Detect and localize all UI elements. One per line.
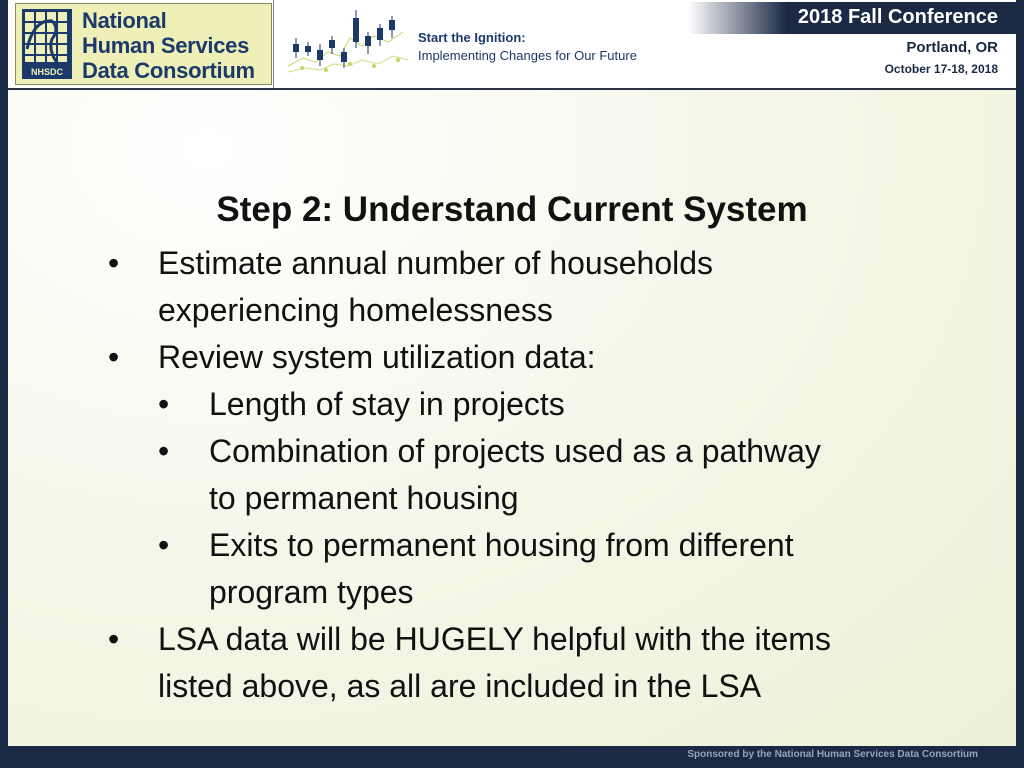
subbullet-3-line-1: • Exits to permanent housing from different — [8, 522, 1016, 569]
conference-theme — [418, 29, 637, 65]
svg-text:NHSDC: NHSDC — [30, 67, 64, 77]
subbullet-1-line-1: • Length of stay in projects — [8, 381, 1016, 428]
footer-bar — [0, 746, 1024, 768]
bullet-dot-icon: • — [158, 386, 170, 422]
bullet-1-line-2: experiencing homelessness — [158, 292, 553, 328]
sponsor-text: Sponsored by the National Human Services Data Consortium — [687, 749, 978, 760]
header-divider — [273, 0, 274, 88]
subbullet-3-line-2: program types — [209, 574, 414, 610]
bullet-dot-icon: • — [108, 245, 120, 281]
theme-subtitle: Implementing Changes for Our Future — [418, 48, 637, 63]
subbullet-2-line-1: • Combination of projects used as a pathway — [8, 428, 1016, 475]
bullet-dot-icon: • — [158, 433, 170, 469]
logo-line-2: Human Services — [82, 33, 249, 58]
header-banner — [8, 0, 1016, 90]
nhsdc-logo — [15, 3, 272, 85]
bullet-dot-icon: • — [158, 527, 170, 563]
candlestick-graphic-icon — [288, 8, 413, 82]
subbullet-2-line-2: to permanent housing — [209, 480, 519, 516]
conference-title-bar — [688, 2, 1016, 34]
conference-dates: October 17-18, 2018 — [884, 62, 998, 76]
bullet-2-line-1: • Review system utilization data: — [8, 334, 1016, 381]
slide-title: Step 2: Understand Current System — [216, 190, 808, 229]
bullet-1-line-1: • Estimate annual number of households — [8, 240, 1016, 287]
conference-title: 2018 Fall Conference — [797, 6, 998, 28]
conference-location: Portland, OR — [906, 39, 998, 56]
slide — [8, 0, 1016, 746]
logo-line-3: Data Consortium — [82, 58, 255, 83]
logo-line-1: National — [82, 8, 167, 33]
logo-wordmark — [82, 8, 255, 83]
bullet-dot-icon: • — [108, 339, 120, 375]
bullet-3-line-2: listed above, as all are included in the LSA — [158, 668, 762, 704]
theme-title: Start the Ignition: — [418, 30, 526, 45]
logo-grid-icon — [22, 9, 72, 79]
bullet-3-line-1: • LSA data will be HUGELY helpful with the items — [8, 616, 1016, 663]
slide-body — [8, 240, 1016, 710]
bullet-dot-icon: • — [108, 621, 120, 657]
